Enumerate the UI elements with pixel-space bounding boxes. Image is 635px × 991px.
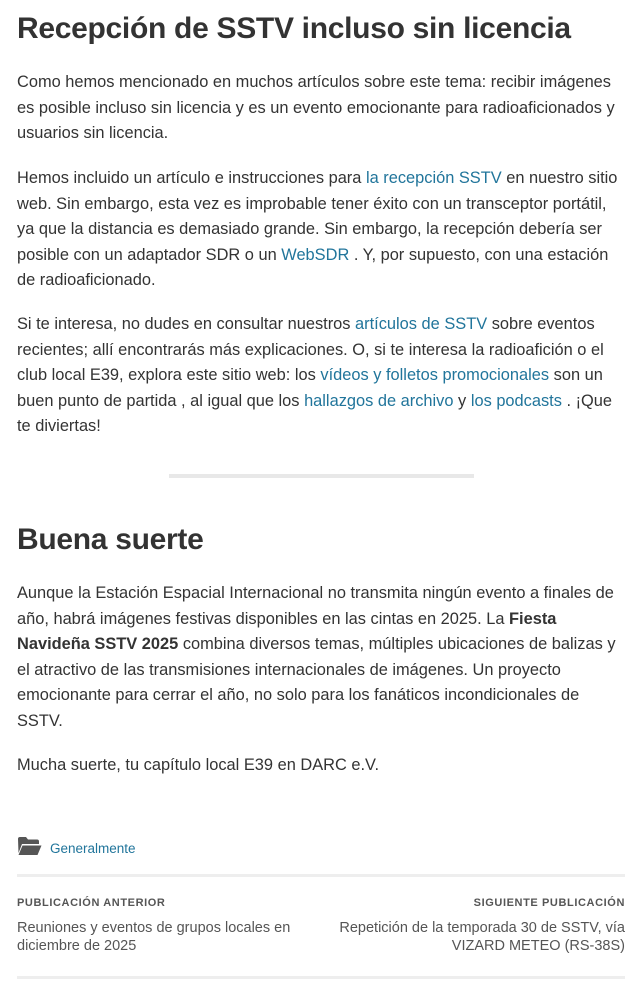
text-segment: Si te interesa, no dudes en consultar nuestros <box>17 315 356 333</box>
paragraph-intro: Como hemos mencionado en muchos artículos sobre este tema: recibir imágenes es posible incluso sin licencia y es un evento emocionante para radioaficionados y usuarios sin licencia. <box>17 73 615 143</box>
section-heading-reception: Recepción de SSTV incluso sin licencia <box>17 12 571 45</box>
text-segment: en nuestro sitio web. Sin embargo, esta vez es improbable tener éxito con un transceptor portátil, ya que la distancia es demasiado grande. Sin embargo, la recepción debería ser posible con un adaptador SDR o un <box>17 169 618 264</box>
text-segment: Aunque la Estación Espacial Internacional no transmita ningún evento a finales de año, habrá imágenes festivas disponibles en las cintas en 2025. La <box>17 584 614 628</box>
folder-icon <box>17 836 42 861</box>
next-post-label: SIGUIENTE PUBLICACIÓN <box>473 897 625 909</box>
nav-divider-top <box>17 874 625 877</box>
text-segment: . ¡Que te diviertas! <box>17 391 613 436</box>
archive-finds-link[interactable]: hallazgos de archivo <box>304 391 454 410</box>
section-heading-good-luck: Buena suerte <box>17 523 204 556</box>
previous-post-label: PUBLICACIÓN ANTERIOR <box>17 897 166 909</box>
text-segment: y <box>453 391 471 410</box>
previous-post-link[interactable]: Reuniones y eventos de grupos locales en diciembre de 2025 <box>17 920 291 954</box>
paragraph-christmas-party <box>17 581 622 735</box>
sstv-articles-link[interactable]: artículos de SSTV <box>355 315 488 333</box>
text-segment: combina diversos temas, múltiples ubicaciones de balizas y el atractivo de las transmisiones internacionales de imágenes. Un proyecto emocionante para cerrar el año, no solo para los fanáticos incondicionales de SSTV. <box>17 635 616 730</box>
next-post-link[interactable]: Repetición de la temporada 30 de SSTV, vía VIZARD METEO (RS-38S) <box>339 920 625 954</box>
websdr-link[interactable]: WebSDR <box>281 245 350 264</box>
event-name: Fiesta Navideña SSTV 2025 <box>17 609 557 654</box>
text-segment: . Y, por supuesto, con una estación de radioaficionado. <box>17 245 609 290</box>
text-segment: Hemos incluido un artículo e instrucciones para <box>17 169 366 187</box>
nav-divider-bottom <box>17 976 625 979</box>
text-segment: son un buen punto de partida , al igual que los <box>17 366 603 410</box>
podcasts-link[interactable]: los podcasts <box>470 391 562 410</box>
paragraph-more-info <box>17 312 622 440</box>
category-link[interactable]: Generalmente <box>50 841 136 856</box>
paragraph-instructions <box>17 166 622 294</box>
promo-videos-link[interactable]: vídeos y folletos promocionales <box>320 366 550 385</box>
post-category <box>17 836 136 861</box>
paragraph-signoff: Mucha suerte, tu capítulo local E39 en DARC e.V. <box>17 756 380 774</box>
section-divider <box>169 474 474 478</box>
sstv-reception-link[interactable]: la recepción SSTV <box>365 169 502 187</box>
text-segment: sobre eventos recientes; allí encontrarás más explicaciones. O, si te interesa la radioafición o el club local E39, explora este sitio web: los <box>17 315 604 385</box>
